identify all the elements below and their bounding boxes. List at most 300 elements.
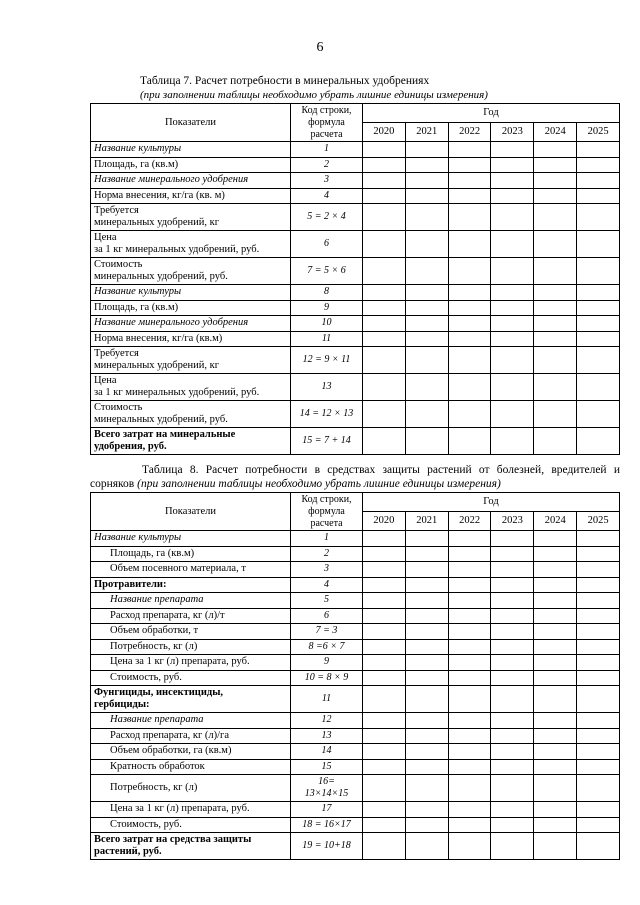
value-cell[interactable] bbox=[491, 331, 534, 347]
value-cell[interactable] bbox=[491, 593, 534, 609]
value-cell[interactable] bbox=[577, 833, 620, 860]
value-cell[interactable] bbox=[491, 401, 534, 428]
value-cell[interactable] bbox=[577, 316, 620, 332]
value-cell[interactable] bbox=[405, 655, 448, 671]
row-label: Площадь, га (кв.м) bbox=[91, 300, 291, 316]
table-row bbox=[91, 833, 620, 860]
table7-title: Таблица 7. Расчет потребности в минеральных удобрениях bbox=[140, 75, 430, 87]
row-label: Потребность, кг (л) bbox=[91, 775, 291, 802]
value-cell[interactable] bbox=[363, 331, 406, 347]
value-cell[interactable] bbox=[405, 713, 448, 729]
value-cell[interactable] bbox=[491, 562, 534, 578]
value-cell[interactable] bbox=[534, 347, 577, 374]
value-cell[interactable] bbox=[448, 624, 491, 640]
value-cell[interactable] bbox=[405, 331, 448, 347]
value-cell[interactable] bbox=[405, 546, 448, 562]
value-cell[interactable] bbox=[534, 759, 577, 775]
row-label: Название минерального удобрения bbox=[91, 316, 291, 332]
value-cell[interactable] bbox=[405, 802, 448, 818]
value-cell[interactable] bbox=[491, 347, 534, 374]
value-cell[interactable] bbox=[534, 331, 577, 347]
value-cell[interactable] bbox=[577, 401, 620, 428]
row-code: 19 = 10+18 bbox=[291, 833, 363, 860]
value-cell[interactable] bbox=[405, 639, 448, 655]
value-cell[interactable] bbox=[491, 531, 534, 547]
value-cell[interactable] bbox=[577, 655, 620, 671]
row-code: 8 =6 × 7 bbox=[291, 639, 363, 655]
value-cell[interactable] bbox=[405, 593, 448, 609]
value-cell[interactable] bbox=[577, 428, 620, 455]
value-cell[interactable] bbox=[363, 577, 406, 593]
value-cell[interactable] bbox=[534, 624, 577, 640]
row-label: Цена за 1 кг (л) препарата, руб. bbox=[91, 655, 291, 671]
value-cell[interactable] bbox=[534, 428, 577, 455]
value-cell[interactable] bbox=[534, 744, 577, 760]
value-cell[interactable] bbox=[491, 744, 534, 760]
table-row bbox=[91, 204, 620, 231]
value-cell[interactable] bbox=[491, 142, 534, 158]
value-cell[interactable] bbox=[405, 531, 448, 547]
value-cell[interactable] bbox=[491, 231, 534, 258]
row-label: Название культуры bbox=[91, 531, 291, 547]
row-label: Расход препарата, кг (л)/га bbox=[91, 728, 291, 744]
value-cell[interactable] bbox=[448, 802, 491, 818]
row-code: 4 bbox=[291, 577, 363, 593]
value-cell[interactable] bbox=[405, 347, 448, 374]
value-cell[interactable] bbox=[448, 562, 491, 578]
table-row bbox=[91, 686, 620, 713]
value-cell[interactable] bbox=[534, 188, 577, 204]
table-row bbox=[91, 759, 620, 775]
page-number: 6 bbox=[316, 40, 324, 55]
value-cell[interactable] bbox=[448, 401, 491, 428]
value-cell[interactable] bbox=[405, 775, 448, 802]
value-cell[interactable] bbox=[577, 639, 620, 655]
value-cell[interactable] bbox=[534, 686, 577, 713]
value-cell[interactable] bbox=[577, 608, 620, 624]
row-code: 11 bbox=[291, 686, 363, 713]
value-cell[interactable] bbox=[448, 142, 491, 158]
value-cell[interactable] bbox=[534, 833, 577, 860]
value-cell[interactable] bbox=[405, 258, 448, 285]
table-row bbox=[91, 624, 620, 640]
value-cell[interactable] bbox=[577, 258, 620, 285]
value-cell[interactable] bbox=[491, 686, 534, 713]
value-cell[interactable] bbox=[363, 347, 406, 374]
value-cell[interactable] bbox=[448, 316, 491, 332]
value-cell[interactable] bbox=[363, 300, 406, 316]
value-cell[interactable] bbox=[491, 258, 534, 285]
table-row bbox=[91, 173, 620, 189]
table-row bbox=[91, 401, 620, 428]
value-cell[interactable] bbox=[405, 833, 448, 860]
value-cell[interactable] bbox=[448, 655, 491, 671]
value-cell[interactable] bbox=[491, 670, 534, 686]
table7-subtitle: (при заполнении таблицы необходимо убрать лишние единицы измерения) bbox=[140, 89, 488, 101]
row-code: 17 bbox=[291, 802, 363, 818]
value-cell[interactable] bbox=[448, 728, 491, 744]
row-label: Объем посевного материала, т bbox=[91, 562, 291, 578]
row-label: Фунгициды, инсектициды, гербициды: bbox=[91, 686, 291, 713]
row-code: 6 bbox=[291, 231, 363, 258]
value-cell[interactable] bbox=[405, 817, 448, 833]
value-cell[interactable] bbox=[405, 300, 448, 316]
row-code: 3 bbox=[291, 173, 363, 189]
value-cell[interactable] bbox=[491, 775, 534, 802]
row-code: 16= 13×14×15 bbox=[291, 775, 363, 802]
value-cell[interactable] bbox=[405, 285, 448, 301]
value-cell[interactable] bbox=[363, 531, 406, 547]
header-code: Код строки, формула расчета bbox=[291, 104, 363, 142]
value-cell[interactable] bbox=[448, 608, 491, 624]
year-2023: 2023 bbox=[491, 123, 534, 142]
table-row bbox=[91, 157, 620, 173]
row-label: Цена за 1 кг минеральных удобрений, руб. bbox=[91, 374, 291, 401]
value-cell[interactable] bbox=[363, 728, 406, 744]
value-cell[interactable] bbox=[491, 833, 534, 860]
value-cell[interactable] bbox=[405, 316, 448, 332]
value-cell[interactable] bbox=[577, 713, 620, 729]
row-code: 15 bbox=[291, 759, 363, 775]
value-cell[interactable] bbox=[577, 531, 620, 547]
row-label: Требуется минеральных удобрений, кг bbox=[91, 347, 291, 374]
value-cell[interactable] bbox=[577, 744, 620, 760]
table-row bbox=[91, 347, 620, 374]
value-cell[interactable] bbox=[534, 608, 577, 624]
value-cell[interactable] bbox=[448, 593, 491, 609]
value-cell[interactable] bbox=[363, 231, 406, 258]
value-cell[interactable] bbox=[448, 331, 491, 347]
value-cell[interactable] bbox=[577, 775, 620, 802]
value-cell[interactable] bbox=[363, 546, 406, 562]
value-cell[interactable] bbox=[405, 608, 448, 624]
table-row bbox=[91, 300, 620, 316]
value-cell[interactable] bbox=[363, 624, 406, 640]
row-label: Всего затрат на средства защиты растений, руб. bbox=[91, 833, 291, 860]
value-cell[interactable] bbox=[363, 188, 406, 204]
value-cell[interactable] bbox=[577, 624, 620, 640]
value-cell[interactable] bbox=[534, 655, 577, 671]
value-cell[interactable] bbox=[534, 817, 577, 833]
value-cell[interactable] bbox=[448, 374, 491, 401]
value-cell[interactable] bbox=[577, 593, 620, 609]
value-cell[interactable] bbox=[577, 817, 620, 833]
value-cell[interactable] bbox=[534, 374, 577, 401]
row-code: 18 = 16×17 bbox=[291, 817, 363, 833]
value-cell[interactable] bbox=[448, 639, 491, 655]
value-cell[interactable] bbox=[491, 173, 534, 189]
value-cell[interactable] bbox=[363, 316, 406, 332]
row-label: Расход препарата, кг (л)/т bbox=[91, 608, 291, 624]
row-label: Стоимость минеральных удобрений, руб. bbox=[91, 258, 291, 285]
table-row bbox=[91, 817, 620, 833]
value-cell[interactable] bbox=[405, 204, 448, 231]
value-cell[interactable] bbox=[448, 157, 491, 173]
value-cell[interactable] bbox=[534, 713, 577, 729]
value-cell[interactable] bbox=[491, 374, 534, 401]
value-cell[interactable] bbox=[363, 775, 406, 802]
value-cell[interactable] bbox=[577, 173, 620, 189]
value-cell[interactable] bbox=[491, 157, 534, 173]
value-cell[interactable] bbox=[577, 157, 620, 173]
row-label: Название препарата bbox=[91, 713, 291, 729]
value-cell[interactable] bbox=[577, 759, 620, 775]
value-cell[interactable] bbox=[577, 231, 620, 258]
value-cell[interactable] bbox=[534, 316, 577, 332]
value-cell[interactable] bbox=[448, 188, 491, 204]
header-indicators: Показатели bbox=[91, 493, 291, 531]
table-row bbox=[91, 670, 620, 686]
value-cell[interactable] bbox=[534, 231, 577, 258]
value-cell[interactable] bbox=[491, 428, 534, 455]
value-cell[interactable] bbox=[448, 546, 491, 562]
value-cell[interactable] bbox=[448, 775, 491, 802]
value-cell[interactable] bbox=[491, 728, 534, 744]
year-2024: 2024 bbox=[534, 512, 577, 531]
value-cell[interactable] bbox=[491, 316, 534, 332]
value-cell[interactable] bbox=[534, 531, 577, 547]
table-row bbox=[91, 577, 620, 593]
value-cell[interactable] bbox=[448, 817, 491, 833]
value-cell[interactable] bbox=[363, 401, 406, 428]
value-cell[interactable] bbox=[448, 713, 491, 729]
value-cell[interactable] bbox=[534, 728, 577, 744]
value-cell[interactable] bbox=[448, 285, 491, 301]
value-cell[interactable] bbox=[534, 639, 577, 655]
table-row bbox=[91, 802, 620, 818]
value-cell[interactable] bbox=[534, 562, 577, 578]
value-cell[interactable] bbox=[363, 593, 406, 609]
value-cell[interactable] bbox=[448, 759, 491, 775]
row-code: 14 bbox=[291, 744, 363, 760]
row-code: 2 bbox=[291, 546, 363, 562]
value-cell[interactable] bbox=[448, 686, 491, 713]
value-cell[interactable] bbox=[405, 428, 448, 455]
value-cell[interactable] bbox=[448, 173, 491, 189]
value-cell[interactable] bbox=[363, 562, 406, 578]
value-cell[interactable] bbox=[534, 577, 577, 593]
value-cell[interactable] bbox=[405, 686, 448, 713]
value-cell[interactable] bbox=[363, 608, 406, 624]
header-code: Код строки, формула расчета bbox=[291, 493, 363, 531]
value-cell[interactable] bbox=[448, 347, 491, 374]
value-cell[interactable] bbox=[363, 817, 406, 833]
table-row bbox=[91, 728, 620, 744]
value-cell[interactable] bbox=[363, 655, 406, 671]
row-code: 5 = 2 × 4 bbox=[291, 204, 363, 231]
table-row bbox=[91, 655, 620, 671]
value-cell[interactable] bbox=[577, 188, 620, 204]
row-code: 6 bbox=[291, 608, 363, 624]
header-indicators: Показатели bbox=[91, 104, 291, 142]
value-cell[interactable] bbox=[577, 374, 620, 401]
value-cell[interactable] bbox=[405, 157, 448, 173]
table-row bbox=[91, 608, 620, 624]
row-code: 2 bbox=[291, 157, 363, 173]
value-cell[interactable] bbox=[363, 157, 406, 173]
row-code: 10 = 8 × 9 bbox=[291, 670, 363, 686]
value-cell[interactable] bbox=[363, 639, 406, 655]
row-label: Протравители: bbox=[91, 577, 291, 593]
table-row bbox=[91, 562, 620, 578]
value-cell[interactable] bbox=[491, 204, 534, 231]
value-cell[interactable] bbox=[363, 686, 406, 713]
table7-mineral-fertilizers bbox=[90, 103, 620, 455]
value-cell[interactable] bbox=[534, 157, 577, 173]
value-cell[interactable] bbox=[491, 713, 534, 729]
value-cell[interactable] bbox=[534, 300, 577, 316]
row-label: Название препарата bbox=[91, 593, 291, 609]
year-2022: 2022 bbox=[448, 123, 491, 142]
value-cell[interactable] bbox=[534, 802, 577, 818]
value-cell[interactable] bbox=[491, 546, 534, 562]
table-row bbox=[91, 775, 620, 802]
value-cell[interactable] bbox=[534, 593, 577, 609]
value-cell[interactable] bbox=[405, 624, 448, 640]
value-cell[interactable] bbox=[491, 285, 534, 301]
value-cell[interactable] bbox=[448, 577, 491, 593]
value-cell[interactable] bbox=[577, 562, 620, 578]
year-2021: 2021 bbox=[405, 512, 448, 531]
row-label: Цена за 1 кг минеральных удобрений, руб. bbox=[91, 231, 291, 258]
row-label: Название культуры bbox=[91, 285, 291, 301]
value-cell[interactable] bbox=[577, 347, 620, 374]
row-code: 14 = 12 × 13 bbox=[291, 401, 363, 428]
value-cell[interactable] bbox=[405, 728, 448, 744]
value-cell[interactable] bbox=[405, 670, 448, 686]
value-cell[interactable] bbox=[491, 577, 534, 593]
value-cell[interactable] bbox=[405, 188, 448, 204]
value-cell[interactable] bbox=[405, 231, 448, 258]
year-2022: 2022 bbox=[448, 512, 491, 531]
value-cell[interactable] bbox=[405, 562, 448, 578]
value-cell[interactable] bbox=[363, 142, 406, 158]
value-cell[interactable] bbox=[491, 188, 534, 204]
value-cell[interactable] bbox=[577, 577, 620, 593]
table-row bbox=[91, 428, 620, 455]
row-code: 13 bbox=[291, 728, 363, 744]
row-label: Название культуры bbox=[91, 142, 291, 158]
table-row bbox=[91, 258, 620, 285]
table8-title-main: Таблица 8. Расчет потребности в средствах защиты растений от болезней, вредителей и bbox=[142, 464, 620, 476]
value-cell[interactable] bbox=[405, 401, 448, 428]
value-cell[interactable] bbox=[448, 231, 491, 258]
value-cell[interactable] bbox=[577, 546, 620, 562]
value-cell[interactable] bbox=[491, 624, 534, 640]
value-cell[interactable] bbox=[405, 173, 448, 189]
value-cell[interactable] bbox=[577, 331, 620, 347]
value-cell[interactable] bbox=[577, 204, 620, 231]
value-cell[interactable] bbox=[491, 608, 534, 624]
row-label: Норма внесения, кг/га (кв. м) bbox=[91, 188, 291, 204]
value-cell[interactable] bbox=[534, 546, 577, 562]
row-label: Объем обработки, га (кв.м) bbox=[91, 744, 291, 760]
row-label: Всего затрат на минеральные удобрения, руб. bbox=[91, 428, 291, 455]
year-2020: 2020 bbox=[363, 123, 406, 142]
row-label: Кратность обработок bbox=[91, 759, 291, 775]
value-cell[interactable] bbox=[577, 285, 620, 301]
value-cell[interactable] bbox=[405, 142, 448, 158]
row-code: 12 bbox=[291, 713, 363, 729]
value-cell[interactable] bbox=[405, 744, 448, 760]
value-cell[interactable] bbox=[577, 670, 620, 686]
value-cell[interactable] bbox=[534, 670, 577, 686]
value-cell[interactable] bbox=[491, 817, 534, 833]
year-2025: 2025 bbox=[577, 512, 620, 531]
row-code: 13 bbox=[291, 374, 363, 401]
row-label: Название минерального удобрения bbox=[91, 173, 291, 189]
value-cell[interactable] bbox=[491, 300, 534, 316]
value-cell[interactable] bbox=[448, 428, 491, 455]
value-cell[interactable] bbox=[448, 670, 491, 686]
table-row bbox=[91, 713, 620, 729]
value-cell[interactable] bbox=[363, 428, 406, 455]
value-cell[interactable] bbox=[534, 173, 577, 189]
value-cell[interactable] bbox=[577, 802, 620, 818]
value-cell[interactable] bbox=[363, 833, 406, 860]
row-label: Требуется минеральных удобрений, кг bbox=[91, 204, 291, 231]
value-cell[interactable] bbox=[491, 639, 534, 655]
table-row bbox=[91, 531, 620, 547]
value-cell[interactable] bbox=[363, 374, 406, 401]
value-cell[interactable] bbox=[363, 670, 406, 686]
value-cell[interactable] bbox=[363, 713, 406, 729]
value-cell[interactable] bbox=[405, 374, 448, 401]
value-cell[interactable] bbox=[363, 802, 406, 818]
value-cell[interactable] bbox=[491, 759, 534, 775]
value-cell[interactable] bbox=[577, 686, 620, 713]
row-label: Площадь, га (кв.м) bbox=[91, 546, 291, 562]
value-cell[interactable] bbox=[405, 577, 448, 593]
value-cell[interactable] bbox=[363, 258, 406, 285]
value-cell[interactable] bbox=[448, 300, 491, 316]
value-cell[interactable] bbox=[534, 775, 577, 802]
value-cell[interactable] bbox=[363, 285, 406, 301]
value-cell[interactable] bbox=[405, 759, 448, 775]
value-cell[interactable] bbox=[363, 744, 406, 760]
value-cell[interactable] bbox=[534, 258, 577, 285]
table8-plant-protection bbox=[90, 492, 620, 860]
value-cell[interactable] bbox=[534, 204, 577, 231]
row-label: Стоимость минеральных удобрений, руб. bbox=[91, 401, 291, 428]
value-cell[interactable] bbox=[577, 300, 620, 316]
value-cell[interactable] bbox=[363, 759, 406, 775]
row-code: 11 bbox=[291, 331, 363, 347]
value-cell[interactable] bbox=[491, 802, 534, 818]
table-row bbox=[91, 593, 620, 609]
value-cell[interactable] bbox=[577, 142, 620, 158]
value-cell[interactable] bbox=[448, 531, 491, 547]
value-cell[interactable] bbox=[448, 204, 491, 231]
value-cell[interactable] bbox=[534, 285, 577, 301]
value-cell[interactable] bbox=[534, 401, 577, 428]
table-row bbox=[91, 639, 620, 655]
table-row bbox=[91, 331, 620, 347]
table8-title-note: (при заполнении таблицы необходимо убрать лишние единицы измерения) bbox=[137, 478, 501, 490]
row-label: Стоимость, руб. bbox=[91, 817, 291, 833]
value-cell[interactable] bbox=[448, 833, 491, 860]
value-cell[interactable] bbox=[448, 744, 491, 760]
value-cell[interactable] bbox=[491, 655, 534, 671]
value-cell[interactable] bbox=[534, 142, 577, 158]
value-cell[interactable] bbox=[363, 173, 406, 189]
row-label: Потребность, кг (л) bbox=[91, 639, 291, 655]
value-cell[interactable] bbox=[448, 258, 491, 285]
table-row bbox=[91, 546, 620, 562]
value-cell[interactable] bbox=[577, 728, 620, 744]
value-cell[interactable] bbox=[363, 204, 406, 231]
row-code: 8 bbox=[291, 285, 363, 301]
